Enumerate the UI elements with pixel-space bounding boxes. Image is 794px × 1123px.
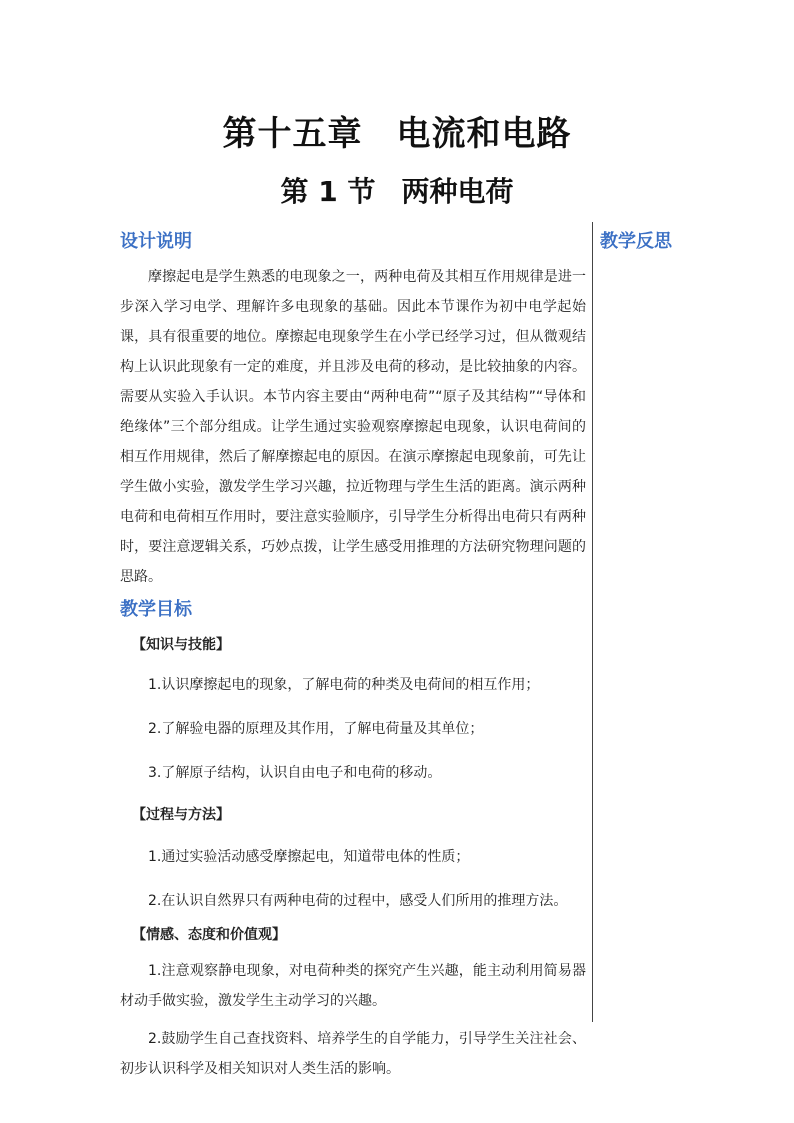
knowledge-item-3: 3.了解原子结构，认识自由电子和电荷的移动。 <box>148 765 442 781</box>
reflection-heading: 教学反思 <box>600 231 672 252</box>
chapter-name: 电流和电路 <box>396 114 572 154</box>
knowledge-item-1: 1.认识摩擦起电的现象，了解电荷的种类及电荷间的相互作用； <box>148 677 540 693</box>
chapter-number: 第十五章 <box>222 114 363 154</box>
process-item-1: 1.通过实验活动感受摩擦起电，知道带电体的性质； <box>148 849 470 865</box>
reflection-column <box>600 230 760 254</box>
goals-section <box>120 598 586 1084</box>
emotion-title: 【情感、态度和价值观】 <box>132 927 286 943</box>
process-title: 【过程与方法】 <box>132 807 230 823</box>
knowledge-title: 【知识与技能】 <box>132 637 230 653</box>
section-title <box>0 170 794 210</box>
chapter-title <box>0 106 794 155</box>
process-item-2: 2.在认识自然界只有两种电荷的过程中，感受人们所用的推理方法。 <box>148 893 568 909</box>
goals-heading: 教学目标 <box>120 599 192 620</box>
section-number: 第 1 节 <box>280 175 376 208</box>
emotion-item-2: 2.鼓励学生自己查找资料、培养学生的自学能力，引导学生关注社会、初步认识科学及相关知识对人类生活的影响。 <box>120 1031 586 1077</box>
emotion-item-1: 1.注意观察静电现象，对电荷种类的探究产生兴趣，能主动利用简易器材动手做实验，激发学生主动学习的兴趣。 <box>120 963 586 1009</box>
design-heading: 设计说明 <box>120 231 192 252</box>
main-column <box>120 230 586 1084</box>
knowledge-item-2: 2.了解验电器的原理及其作用，了解电荷量及其单位； <box>148 721 484 737</box>
section-name: 两种电荷 <box>401 175 514 208</box>
column-divider <box>592 222 593 1022</box>
design-paragraph: 摩擦起电是学生熟悉的电现象之一，两种电荷及其相互作用规律是进一步深入学习电学、理解许多电现象的基础。因此本节课作为初中电学起始课，具有很重要的地位。摩擦起电现象学生在小学已经学习过，但从微观结构上认识此现象有一定的难度，并且涉及电荷的移动，是比较抽象的内容。需要从实验入手认识。本节内容主要由“两种电荷”“原子及其结构”“导体和绝缘体”三个部分组成。让学生通过实验观察摩擦起电现象，认识电荷间的相互作用规律，然后了解摩擦起电的原因。在演示摩擦起电现象前，可先让学生做小实验，激发学生学习兴趣，拉近物理与学生生活的距离。演示两种电荷和电荷相互作用时，要注意实验顺序，引导学生分析得出电荷只有两种时，要注意逻辑关系，巧妙点拨，让学生感受用推理的方法研究物理问题的思路。 <box>120 269 586 585</box>
